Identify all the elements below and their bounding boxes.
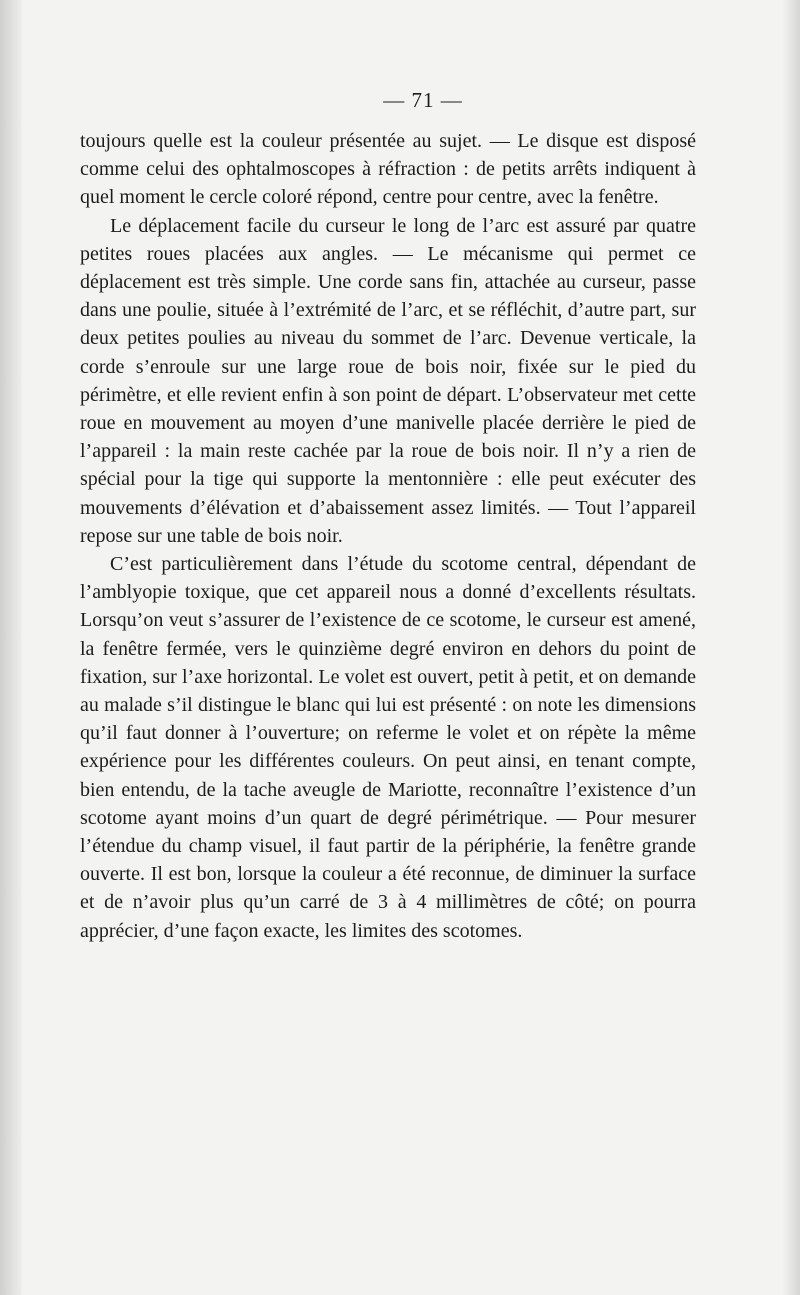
paragraph-scotome: C’est particulièrement dans l’étude du scotome central, dépendant de l’amblyopie toxique, que cet appareil nous a donné d’excellents résultats. Lorsqu’on veut s’assurer de l’existence de ce scotome, le curseur est amené, la fenêtre fermée, vers le quinzième degré environ en dehors du point de fixation, sur l’axe horizontal. Le volet est ouvert, petit à petit, et on demande au malade s’il distingue le blanc qui lui est présenté : on note les dimensions qu’il faut donner à l’ouverture; on referme le volet et on répète la même expérience pour les différentes couleurs. On peut ainsi, en tenant compte, bien entendu, de la tache aveugle de Mariotte, reconnaître l’existence d’un scotome ayant moins d’un quart de degré périmétrique. — Pour mesurer l’étendue du champ visuel, il faut partir de la périphérie, la fenêtre grande ouverte. Il est bon, lorsque la couleur a été reconnue, de diminuer la surface et de n’avoir plus qu’un carré de 3 à 4 millimètres de côté; on pourra apprécier, d’une façon exacte, les limites des scotomes. <box>80 553 696 942</box>
paragraph-continuation: toujours quelle est la couleur présentée au sujet. — Le disque est disposé comme celui des ophtalmoscopes à réfraction : de petits arrêts indiquent à quel moment le cercle coloré répond, centre pour centre, avec la fenêtre. <box>80 130 696 209</box>
scan-edge-right <box>782 0 800 1295</box>
scan-edge-left <box>0 0 22 1295</box>
paragraph-mechanism: Le déplacement facile du curseur le long de l’arc est assuré par quatre petites roues placées aux angles. — Le mécanisme qui permet ce déplacement est très simple. Une corde sans fin, attachée au curseur, passe dans une poulie, située à l’extrémité de l’arc, et se réfléchit, d’autre part, sur deux petites poulies au niveau du sommet de l’arc. Devenue verticale, la corde s’enroule sur une large roue de bois noir, fixée sur le pied du périmètre, et elle revient enfin à son point de départ. L’observateur met cette roue en mouvement au moyen d’une manivelle placée derrière le pied de l’appareil : la main reste cachée par la roue de bois noir. Il n’y a rien de spécial pour la tige qui supporte la mentonnière : elle peut exécuter des mouvements d’élévation et d’abaissement assez limités. — Tout l’appareil repose sur une table de bois noir. <box>80 214 696 547</box>
page-number: — 71 — <box>383 88 463 112</box>
book-page <box>80 88 696 945</box>
